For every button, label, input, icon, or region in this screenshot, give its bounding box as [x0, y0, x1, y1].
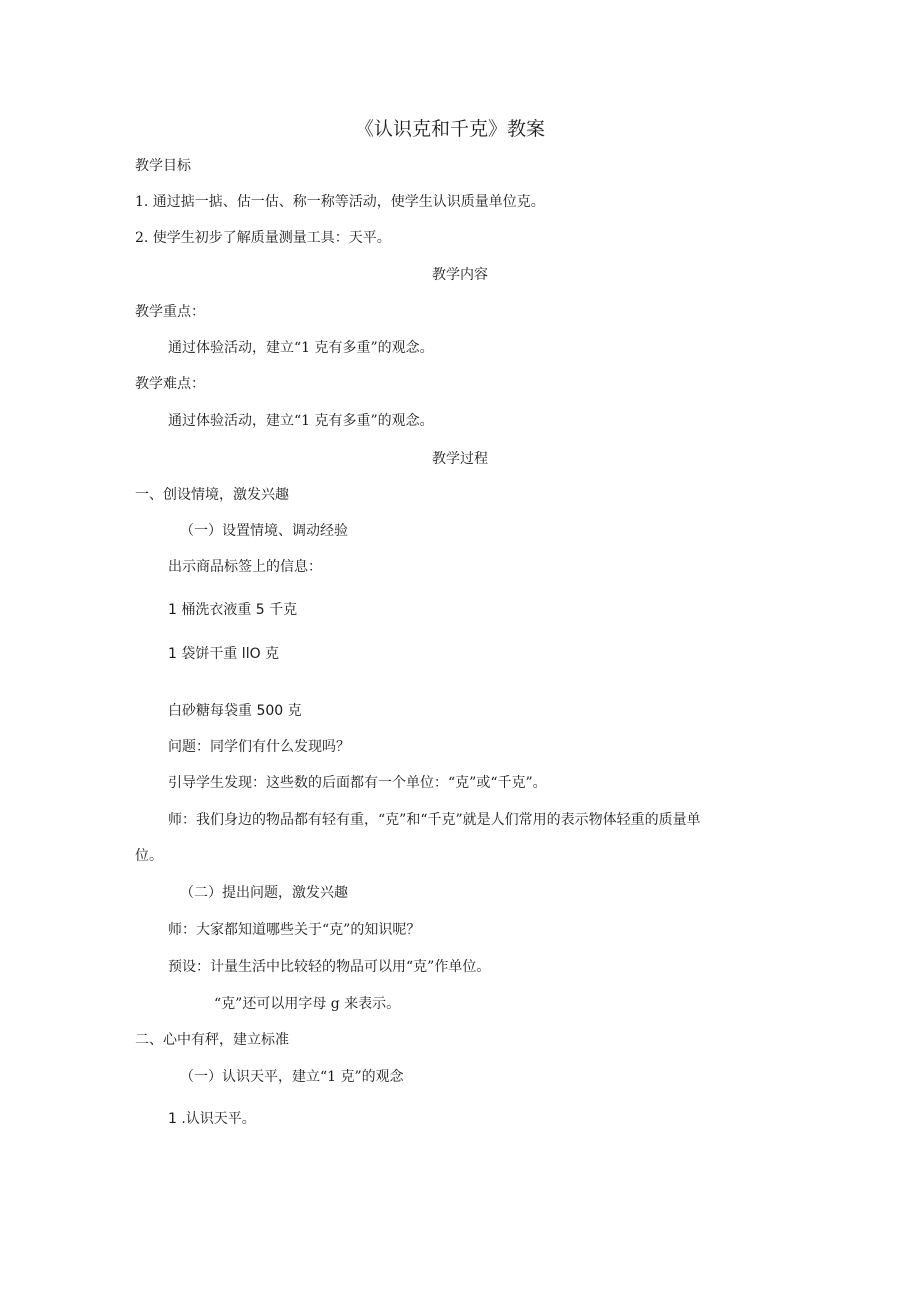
show-info-text: 出示商品标签上的信息： [168, 559, 322, 575]
objective-item: 2. 使学生初步了解质量测量工具：天平。 [135, 230, 391, 246]
section2-heading: 二、心中有秤，建立标准 [135, 1032, 289, 1048]
teacher-text-continued: 位。 [135, 848, 163, 864]
difficulty-heading: 教学难点： [135, 376, 205, 392]
section2-item: 1 .认识天平。 [168, 1111, 256, 1127]
difficulty-text: 通过体验活动，建立“1 克有多重”的观念。 [168, 413, 434, 429]
teacher-ask-text: 师：大家都知道哪些关于“克”的知识呢？ [168, 922, 421, 938]
process-heading: 教学过程 [432, 451, 488, 467]
preset-text-2: “克”还可以用字母 g 来表示。 [214, 996, 401, 1012]
section1-sub1-heading: （一）设置情境、调动经验 [180, 523, 348, 539]
label-item: 1 袋饼干重 llO 克 [168, 646, 280, 662]
content-heading: 教学内容 [432, 267, 488, 283]
preset-text: 预设：计量生活中比较轻的物品可以用“克”作单位。 [168, 959, 491, 975]
label-item: 白砂糖每袋重 500 克 [168, 703, 302, 719]
objectives-heading: 教学目标 [135, 158, 191, 174]
section1-heading: 一、创设情境，激发兴趣 [135, 487, 289, 503]
key-point-heading: 教学重点： [135, 304, 205, 320]
guide-text: 引导学生发现：这些数的后面都有一个单位：“克”或“千克”。 [168, 775, 547, 791]
label-item: 1 桶洗衣液重 5 千克 [168, 602, 298, 618]
question-text: 问题：同学们有什么发现吗？ [168, 739, 350, 755]
key-point-text: 通过体验活动，建立“1 克有多重”的观念。 [168, 340, 434, 356]
section2-sub1-heading: （一）认识天平，建立“1 克”的观念 [180, 1069, 404, 1085]
section1-sub2-heading: （二）提出问题，激发兴趣 [180, 885, 348, 901]
document-title: 《认识克和千克》教案 [355, 118, 546, 140]
objective-item: 1. 通过掂一掂、估一估、称一称等活动，使学生认识质量单位克。 [135, 194, 545, 210]
teacher-text: 师：我们身边的物品都有轻有重，“克”和“千克”就是人们常用的表示物体轻重的质量单 [168, 812, 701, 828]
